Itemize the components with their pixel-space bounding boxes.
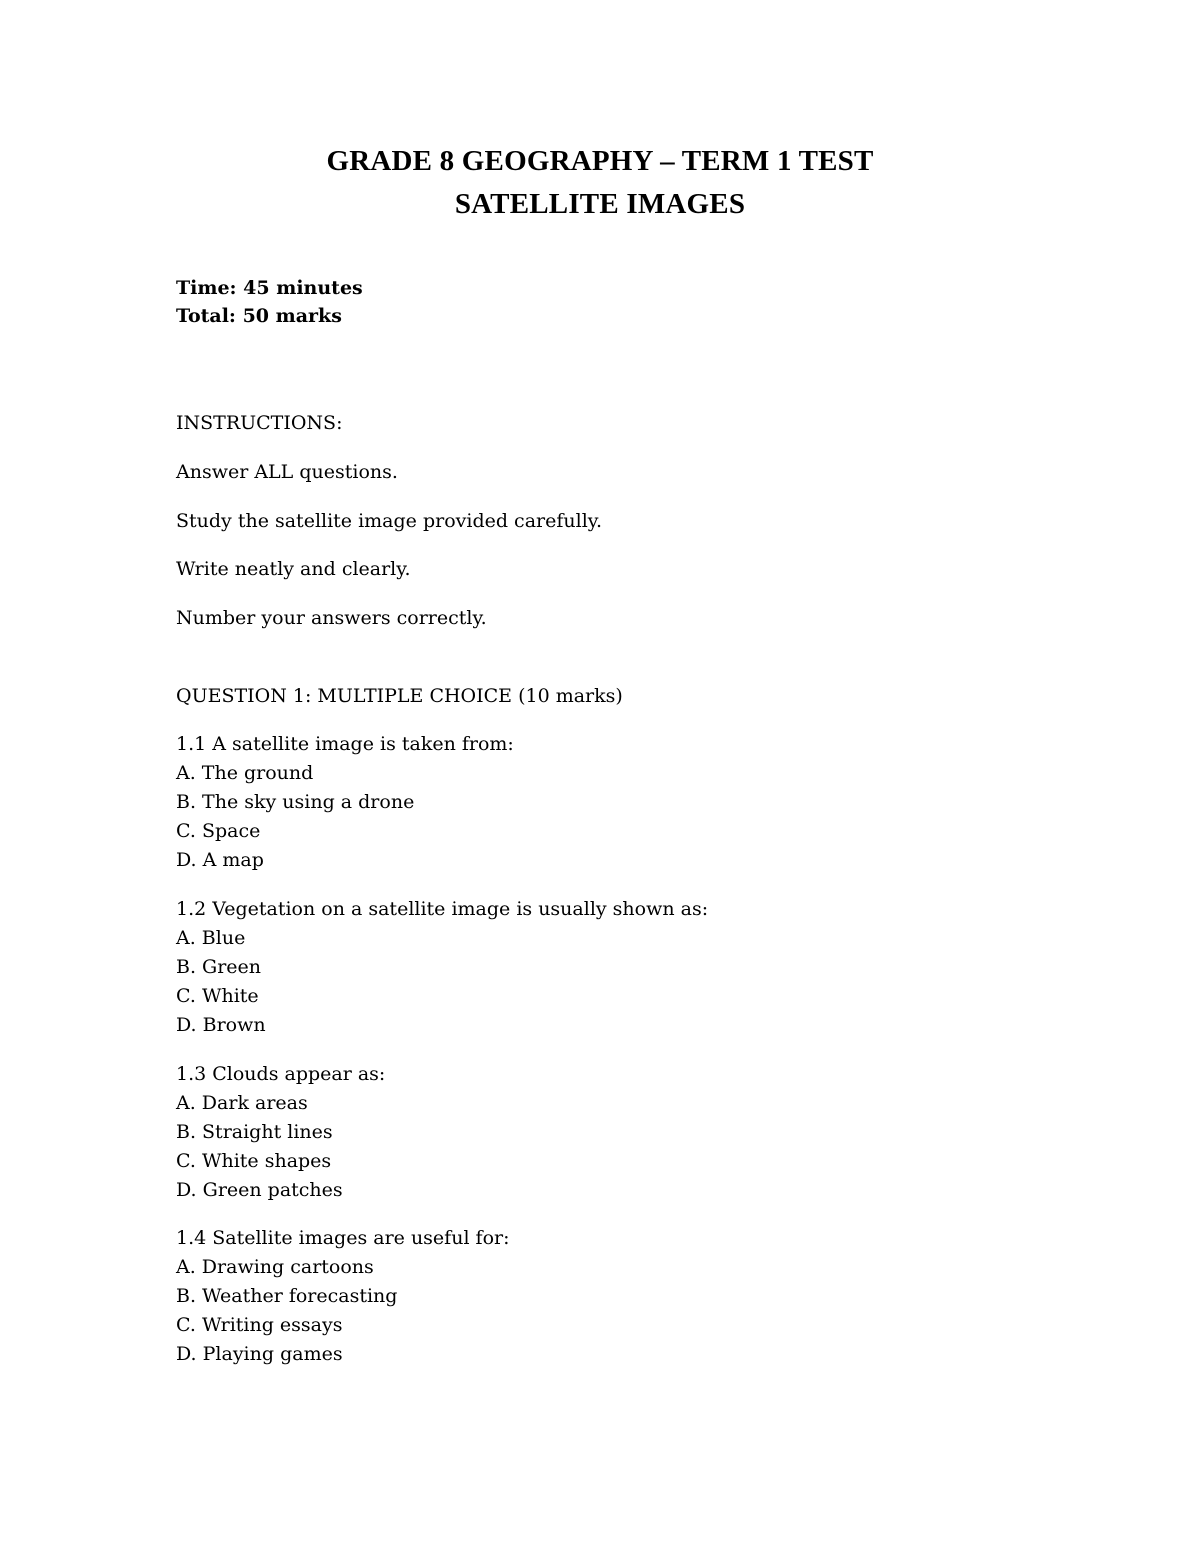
question-prompt: 1.4 Satellite images are useful for: [176,1227,510,1249]
answer-option: B. Straight lines [176,1121,333,1143]
instructions-heading: INSTRUCTIONS: [176,412,343,434]
answer-option: C. White [176,985,259,1007]
answer-option: B. Weather forecasting [176,1285,398,1307]
answer-option: D. A map [176,849,264,871]
instruction-item: Number your answers correctly. [176,607,487,629]
total-marks: Total: 50 marks [176,305,342,327]
answer-option: C. White shapes [176,1150,332,1172]
answer-option: D. Green patches [176,1179,343,1201]
answer-option: D. Brown [176,1014,266,1036]
question-prompt: 1.2 Vegetation on a satellite image is usually shown as: [176,898,709,920]
question-prompt: 1.3 Clouds appear as: [176,1063,386,1085]
answer-option: C. Writing essays [176,1314,343,1336]
answer-option: B. The sky using a drone [176,791,415,813]
instruction-item: Study the satellite image provided carefully. [176,510,603,532]
question-prompt: 1.1 A satellite image is taken from: [176,733,514,755]
answer-option: A. Dark areas [176,1092,308,1114]
answer-option: C. Space [176,820,261,842]
page-title: GRADE 8 GEOGRAPHY – TERM 1 TEST [326,145,874,177]
instruction-item: Answer ALL questions. [176,461,398,483]
time-allowed: Time: 45 minutes [176,277,363,299]
instruction-item: Write neatly and clearly. [176,558,411,580]
answer-option: B. Green [176,956,262,978]
answer-option: A. Drawing cartoons [176,1256,374,1278]
answer-option: A. Blue [176,927,246,949]
answer-option: D. Playing games [176,1343,343,1365]
question-1-heading: QUESTION 1: MULTIPLE CHOICE (10 marks) [176,685,623,707]
page-subtitle: SATELLITE IMAGES [454,188,746,220]
answer-option: A. The ground [176,762,314,784]
